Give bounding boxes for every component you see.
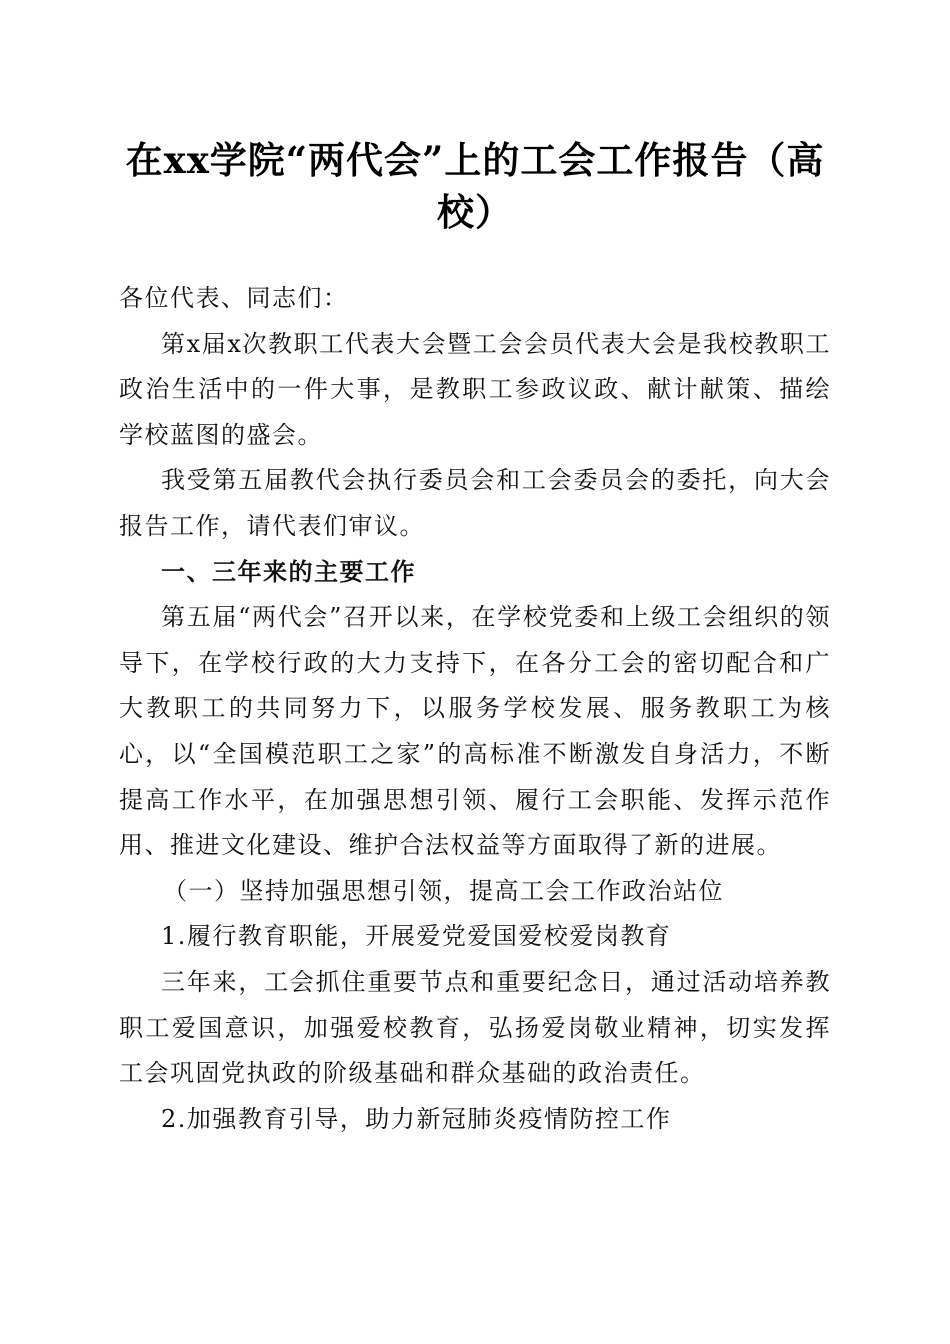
paragraph-congress-significance: 第x届x次教职工代表大会暨工会会员代表大会是我校教职工政治生活中的一件大事，是教职工参政议政、献计献策、描绘学校蓝图的盛会。 — [119, 329, 831, 449]
document-body — [119, 276, 831, 1142]
subsection-heading-ideological-guidance: （一）坚持加强思想引领，提高工会工作政治站位 — [163, 876, 724, 905]
paragraph-section-intro: 第五届“两代会”召开以来，在学校党委和上级工会组织的领导下，在学校行政的大力支持下，在各分工会的密切配合和广大教职工的共同努力下，以服务学校发展、服务教职工为核心，以“全国模范职工之家”的高标准不断激发自身活力，不断提高工作水平，在加强思想引领、履行工会职能、发挥示范作用、推进文化建设、维护合法权益等方面取得了新的进展。 — [119, 603, 831, 860]
document-title: 在xx学院“两代会”上的工会工作报告（高校） — [125, 138, 825, 234]
section-heading-main-work: 一、三年来的主要工作 — [161, 557, 416, 586]
salutation: 各位代表、同志们： — [119, 284, 349, 312]
item-heading-epidemic-prevention: 2.加强教育引导，助力新冠肺炎疫情防控工作 — [161, 1104, 672, 1133]
paragraph-report-commission: 我受第五届教代会执行委员会和工会委员会的委托，向大会报告工作，请代表们审议。 — [119, 466, 831, 540]
paragraph-education-function: 三年来，工会抓住重要节点和重要纪念日，通过活动培养教职工爱国意识，加强爱校教育，弘扬爱岗敬业精神，切实发挥工会巩固党执政的阶级基础和群众基础的政治责任。 — [119, 967, 831, 1088]
item-heading-education-function: 1.履行教育职能，开展爱党爱国爱校爱岗教育 — [161, 922, 672, 951]
